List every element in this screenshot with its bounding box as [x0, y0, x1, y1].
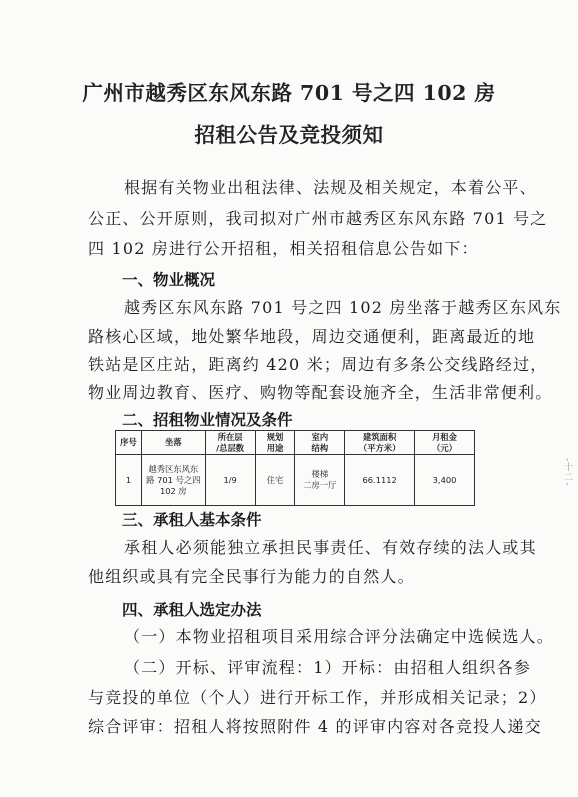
table-header-cell: 月租金 （元） — [415, 431, 475, 455]
section4-line-1: （一）本物业招租项目采用综合评分法确定中选候选人。 — [124, 627, 555, 646]
document-title-line2: 招租公告及竞投须知 — [194, 123, 384, 147]
intro-line-3: 四 102 房进行公开招租，相关招租信息公告如下： — [88, 239, 479, 258]
table-row — [116, 455, 475, 506]
table-header-cell: 规划 用途 — [255, 431, 295, 455]
section1-line-4: 物业周边教育、医疗、购物等配套设施齐全，生活非常便利。 — [88, 383, 553, 402]
section2-heading: 二、招租物业情况及条件 — [122, 411, 293, 429]
property-table — [115, 430, 475, 506]
document-title-line1: 广州市越秀区东风东路 701 号之四 102 房 — [82, 81, 496, 105]
table-cell-location: 越秀区东风东 路 701 号之四 102 房 — [141, 455, 205, 506]
table-header-cell: 所在层 /总层数 — [205, 431, 255, 455]
table-header-cell: 室内 结构 — [295, 431, 345, 455]
intro-line-1: 根据有关物业出租法律、法规及相关规定，本着公平、 — [124, 178, 537, 197]
section1-line-2: 路核心区域，地处繁华地段，周边交通便利，距离最近的地 — [88, 327, 536, 346]
table-cell-rent: 3,400 — [415, 455, 475, 506]
table-cell-usage: 住宅 — [255, 455, 295, 506]
section3-heading: 三、承租人基本条件 — [122, 511, 262, 529]
table-header-cell: 序号 — [116, 431, 142, 455]
section1-line-1: 越秀区东风东路 701 号之四 102 房坐落于越秀区东风东 — [124, 298, 562, 317]
table-cell-structure: 楼梯 二房一厅 — [295, 455, 345, 506]
section3-line-1: 承租人必须能独立承担民事责任、有效存续的法人或其 — [124, 538, 537, 557]
section4-line-3: 与竞投的单位（个人）进行开标工作，并形成相关记录；2） — [88, 688, 547, 707]
section4-line-2: （二）开标、评审流程：1）开标：由招租人组织各参 — [124, 658, 531, 677]
table-cell-area: 66.1112 — [345, 455, 415, 506]
section3-line-2: 他组织或具有完全民事行为能力的自然人。 — [88, 567, 415, 586]
section4-heading: 四、承租人选定办法 — [122, 601, 262, 619]
page-edge-mark: -十二- — [562, 458, 572, 487]
section4-line-4: 综合评审：招租人将按照附件 4 的评审内容对各竞投人递交 — [88, 717, 542, 736]
table-cell-index: 1 — [116, 455, 142, 506]
intro-line-2: 公正、公开原则，我司拟对广州市越秀区东风东路 701 号之 — [88, 209, 548, 228]
table-header-cell: 建筑面积 （平方米） — [345, 431, 415, 455]
section1-heading: 一、物业概况 — [122, 271, 216, 289]
section1-line-3: 铁站是区庄站，距离约 420 米；周边有多条公交线路经过， — [88, 355, 548, 374]
table-cell-floor: 1/9 — [205, 455, 255, 506]
table-header-cell: 坐落 — [141, 431, 205, 455]
table-header-row — [116, 431, 475, 455]
